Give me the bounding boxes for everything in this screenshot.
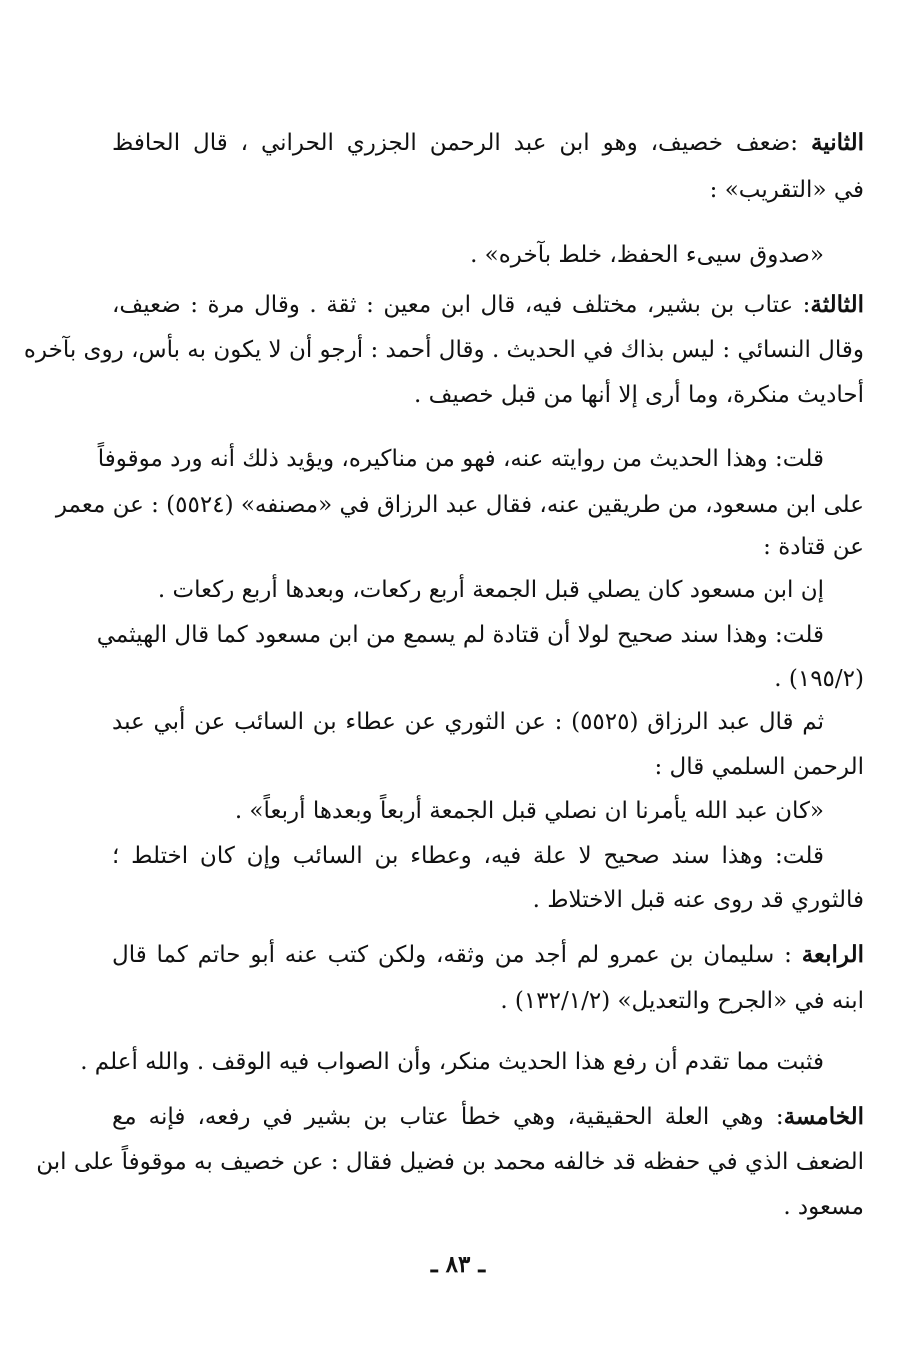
heading-third: الثالثة [810,291,864,318]
paragraph-qultu-1-line-3: عن قتادة : [763,534,864,560]
paragraph-fifth-line-3: مسعود . [783,1194,864,1220]
paragraph-fifth-text: : وهي العلة الحقيقية، وهي خطأ عتاب بن بشير في رفعه، فإنه مع [112,1104,784,1130]
paragraph-qultu-2-line-2: (١٩٥/٢) . [774,666,864,692]
paragraph-qultu-3-line-2: فالثوري قد روى عنه قبل الاختلاط . [532,887,864,913]
heading-fifth: الخامسة [783,1103,864,1130]
paragraph-conclusion: فثبت مما تقدم أن رفع هذا الحديث منكر، وأن الصواب فيه الوقف . والله أعلم . [80,1049,824,1075]
paragraph-third-line-2: وقال النسائي : ليس بذاك في الحديث . وقال أحمد : أرجو أن لا يكون به بأس، روى بآخره [23,337,864,363]
paragraph-fifth-line-2: الضعف الذي في حفظه قد خالفه محمد بن فضيل فقال : عن خصيف به موقوفاً على ابن [36,1149,864,1175]
heading-second: الثانية [810,129,864,156]
paragraph-third-line-1 [112,288,864,322]
paragraph-fifth-line-1 [112,1100,864,1134]
paragraph-abdulrazzaq-line-2: الرحمن السلمي قال : [654,754,864,780]
paragraph-fourth-line-2: ابنه في «الجرح والتعديل» (١٣٢/١/٢) . [500,988,864,1014]
quote-abdullah: «كان عبد الله يأمرنا ان نصلي قبل الجمعة أربعاً وبعدها أربعاً» . [234,798,824,824]
paragraph-second-line-2: في «التقريب» : [709,177,864,203]
paragraph-qultu-3-line-1: قلت: وهذا سند صحيح لا علة فيه، وعطاء بن السائب وإن كان اختلط ؛ [112,843,824,869]
paragraph-abdulrazzaq-line-1: ثم قال عبد الرزاق (٥٥٢٥) : عن الثوري عن عطاء بن السائب عن أبي عبد [112,709,824,735]
paragraph-qultu-1-line-2: على ابن مسعود، من طريقين عنه، فقال عبد الرزاق في «مصنفه» (٥٥٢٤) : عن معمر [55,492,864,518]
paragraph-second-text: :ضعف خصيف، وهو ابن عبد الرحمن الجزري الحراني ، قال الحافظ [112,130,811,156]
paragraph-qultu-2-line-1: قلت: وهذا سند صحيح لولا أن قتادة لم يسمع من ابن مسعود كما قال الهيثمي [96,622,824,648]
page-number: ـ ٨٣ ـ [430,1251,486,1278]
paragraph-fourth-line-1 [112,938,864,972]
quote-ibn-masud: إن ابن مسعود كان يصلي قبل الجمعة أربع ركعات، وبعدها أربع ركعات . [157,577,824,603]
paragraph-second-line-1 [112,126,864,160]
paragraph-fourth-text: : سليمان بن عمرو لم أجد من وثقه، ولكن كتب عنه أبو حاتم كما قال [112,942,802,968]
paragraph-third-line-3: أحاديث منكرة، وما أرى إلا أنها من قبل خصيف . [413,382,864,408]
paragraph-qultu-1-line-1: قلت: وهذا الحديث من روايته عنه، فهو من مناكيره، ويؤيد ذلك أنه ورد موقوفاً [97,446,824,472]
paragraph-third-text: : عتاب بن بشير، مختلف فيه، قال ابن معين : ثقة . وقال مرة : ضعيف، [112,292,811,318]
quote-taqrib: «صدوق سيىء الحفظ، خلط بآخره» . [470,242,824,268]
heading-fourth: الرابعة [801,941,864,968]
